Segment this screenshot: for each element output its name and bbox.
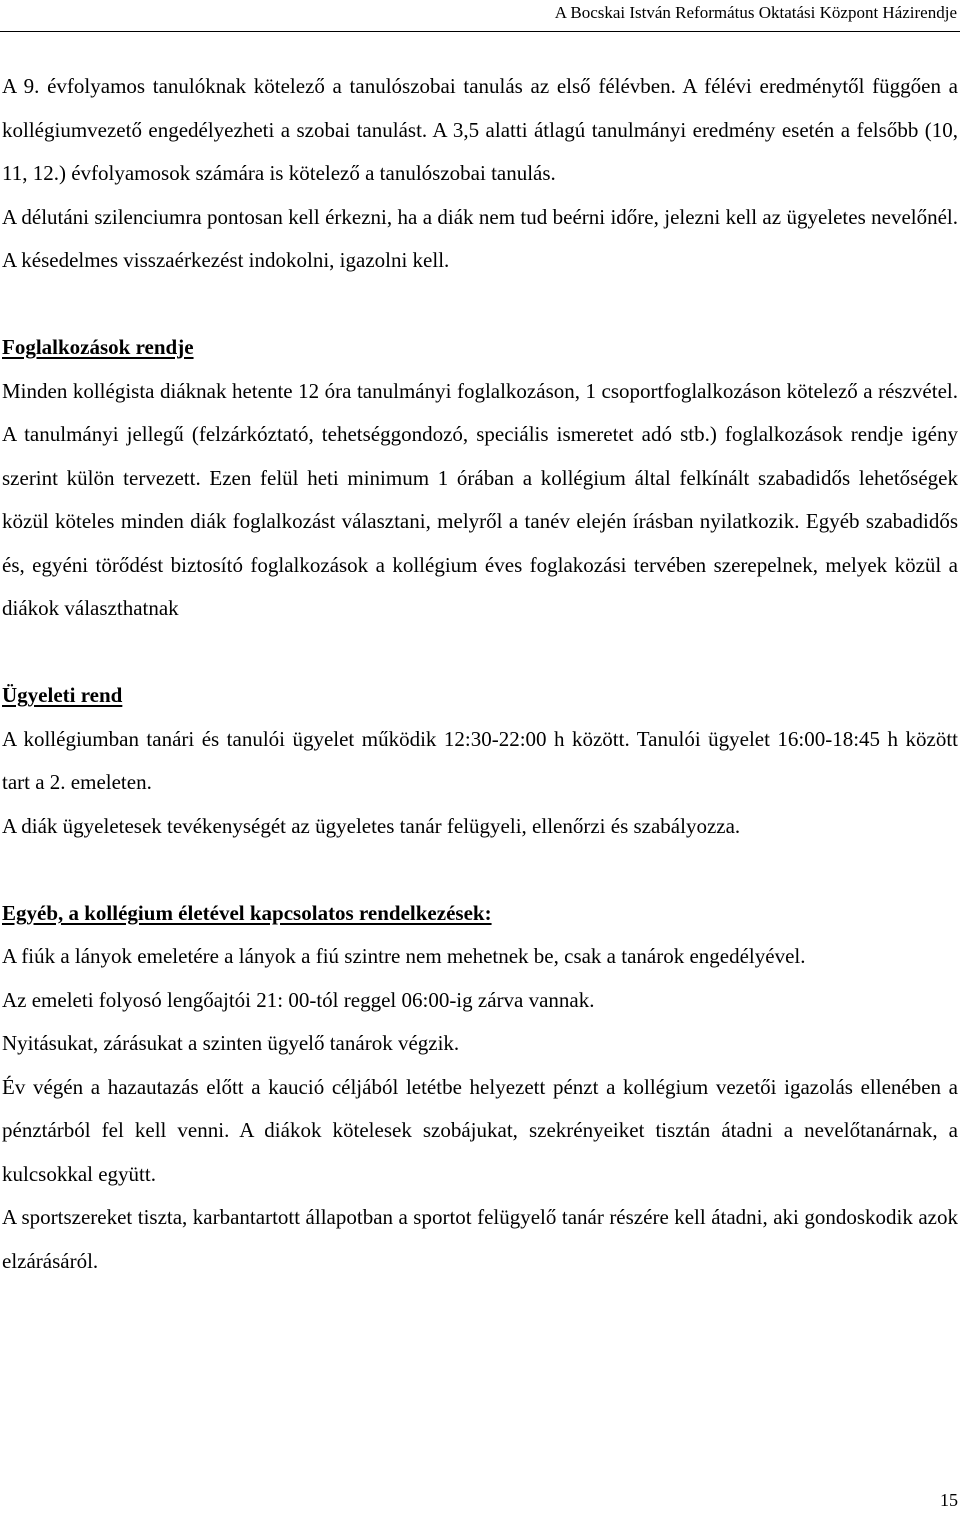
section-spacer xyxy=(2,283,958,327)
section-heading-foglalkozasok: Foglalkozások rendje xyxy=(2,335,194,359)
paragraph-foglalkozasok: Minden kollégista diáknak hetente 12 óra tanulmányi foglalkozáson, 1 csoportfoglalkozáson kötelező a részvétel. A tanulmányi jellegű (felzárkóztató, tehetséggondozó, speciális ismeretet adó stb.) foglalkozások rendje igény szerint külön tervezett. Ezen felül heti minimum 1 órában a kollégium által felkínált szabadidős lehetőségek közül köteles minden diák foglalkozást választani, melyről a tanév elején írásban nyilatkozik. Egyéb szabadidős és, egyéni törődést biztosító foglalkozások a kollégium éves foglakozási tervében szerepelnek, melyek közül a diákok választhatnak xyxy=(2,378,958,620)
paragraph-emelet: A fiúk a lányok emeletére a lányok a fiú szintre nem mehetnek be, csak a tanárok engedélyével. xyxy=(2,944,806,968)
paragraph-ugyeletesek: A diák ügyeletesek tevékenységét az ügyeletes tanár felügyeli, ellenőrzi és szabályozza. xyxy=(2,813,741,838)
section-spacer xyxy=(2,631,958,675)
paragraph-lengoajtok: Az emeleti folyosó lengőajtói 21: 00-tól reggel 06:00-ig zárva vannak. xyxy=(2,987,595,1012)
page-number: 15 xyxy=(940,1490,958,1510)
paragraph-nyitas: Nyitásukat, zárásukat a szinten ügyelő tanárok végzik. xyxy=(2,1031,460,1055)
section-heading-egyeb: Egyéb, a kollégium életével kapcsolatos rendelkezések: xyxy=(2,900,492,925)
page-header: A Bocskai István Református Oktatási Központ Házirendje xyxy=(554,3,957,22)
paragraph-ugyelet-ido: A kollégiumban tanári és tanulói ügyelet működik 12:30-22:00 h között. Tanulói ügyelet 16:00-18:45 h között tart a 2. emeleten. xyxy=(2,726,958,794)
document-body xyxy=(2,65,958,1283)
header-divider xyxy=(0,31,960,32)
paragraph-szilencium: A délutáni szilenciumra pontosan kell érkezni, ha a diák nem tud beérni időre, jelezni kell az ügyeletes nevelőnél. A késedelmes visszaérkezést indokolni, igazolni kell. xyxy=(2,204,958,272)
paragraph-sportszerek: A sportszereket tiszta, karbantartott állapotban a sportot felügyelő tanár részére kell átadni, aki gondoskodik azok elzárásáról. xyxy=(2,1205,958,1273)
paragraph-ev-vege: Év végén a hazautazás előtt a kaució céljából letétbe helyezett pénzt a kollégium vezetői igazolás ellenében a pénztárból fel kell venni. A diákok kötelesek szobájukat, szekrényeiket tisztán átadni a nevelőtanárnak, a kulcsokkal együtt. xyxy=(2,1074,958,1186)
section-heading-ugyeleti: Ügyeleti rend xyxy=(2,683,123,707)
paragraph-tanuloszoba: A 9. évfolyamos tanulóknak kötelező a tanulószobai tanulás az első félévben. A félévi eredménytől függően a kollégiumvezető engedélyezheti a szobai tanulást. A 3,5 alatti átlagú tanulmányi eredmény esetén a felsőbb (10, 11, 12.) évfolyamosok számára is kötelező a tanulószobai tanulás. xyxy=(2,74,958,185)
section-spacer xyxy=(2,848,958,892)
